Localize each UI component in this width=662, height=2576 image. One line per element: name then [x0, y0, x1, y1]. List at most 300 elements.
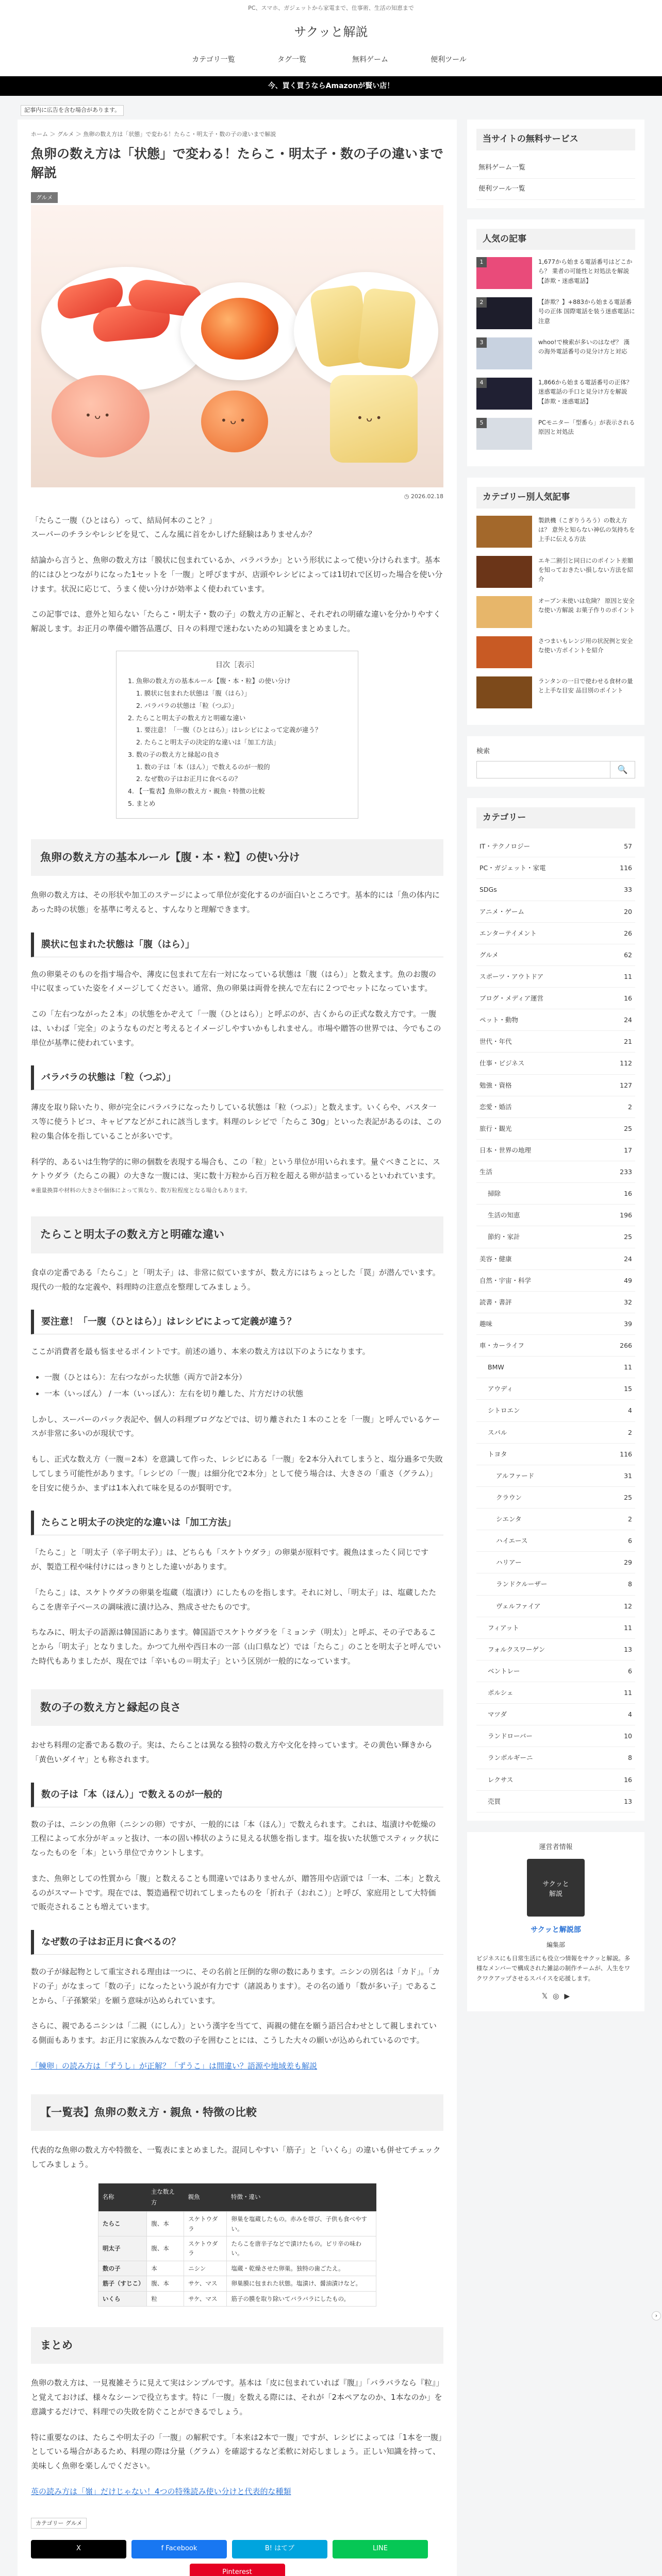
categories-widget: [467, 798, 644, 1821]
article-lead: [31, 514, 443, 636]
category-item[interactable]: [476, 836, 635, 857]
table-cell: ニシン: [184, 2261, 227, 2276]
notice-bar[interactable]: 今、買く買うならAmazonが賢い店！: [0, 76, 662, 96]
post-title[interactable]: 1,677から始まる電話番号はどこから？ 業者の可能性と対処法を解説【詐欺・迷惑電話】: [538, 258, 633, 284]
related-article-link[interactable]: 「鰊卵」の読み方は「ずうし」が正解？「ずうこ」は間違い？語源や地域差も解説: [31, 2061, 318, 2071]
category-item[interactable]: [476, 1725, 635, 1747]
post-title[interactable]: さつまいもレンジ用の状況例と安全な使い方ポイントを紹介: [538, 637, 633, 654]
category-name[interactable]: グルメ: [479, 951, 499, 959]
paragraph: 科学的、あるいは生物学的に卵の個数を表現する場合も、この「粒」という単位が用いられます。量ぐべきことに、スケトウダラ（たらこの親）の大きな一腹には、実に数十万粒から百万粒を超える卵が詰まっているといわれています。: [31, 1157, 440, 1181]
popular-posts-widget: [467, 219, 644, 467]
kazunoko-character-face: • ᴗ •: [357, 412, 382, 425]
table-header-cell: 名称: [98, 2183, 147, 2212]
post-thumbnail[interactable]: [476, 516, 532, 548]
share-buttons: [31, 2540, 443, 2558]
category-count: 33: [624, 886, 632, 894]
category-count: 26: [624, 929, 632, 937]
post-thumbnail[interactable]: [476, 676, 532, 708]
category-name[interactable]: 自然・宇宙・科学: [479, 1276, 532, 1284]
category-name[interactable]: エンターテイメント: [479, 929, 537, 937]
category-item[interactable]: [476, 988, 635, 1009]
subheading-2-2: たらこと明太子の決定的な違いは「加工方法」: [31, 1511, 443, 1535]
table-row: [98, 2236, 376, 2261]
category-name[interactable]: シエンタ: [496, 1515, 522, 1523]
toc-item[interactable]: 2. バラバラの状態は「粒（つぶ）」: [136, 701, 238, 709]
category-count: 233: [620, 1168, 632, 1176]
table-row: [98, 2261, 376, 2276]
category-name[interactable]: 節約・家計: [488, 1233, 520, 1241]
related-article-link[interactable]: 英の読み方は「嶺」だけじゃない！4つの特殊読み使い分けと代表的な種類: [31, 2486, 291, 2496]
category-count: 25: [624, 1124, 632, 1132]
eyecatch-image: [31, 205, 443, 487]
rank-number: 3: [476, 337, 487, 348]
rank-number: 5: [476, 418, 487, 428]
lead-paragraph-3: この記事では、意外と知らない「たらこ・明太子・数の子」の数え方の正解と、それぞれの明確な違いを分かりやすく解説します。お正月の準備や贈答品選び、日々の料理で迷わないための知識をまとめました。: [31, 609, 441, 634]
category-name[interactable]: フィアット: [488, 1623, 519, 1632]
category-count: 13: [624, 1797, 632, 1805]
breadcrumb[interactable]: ホーム ＞ グルメ ＞ 魚卵の数え方は「状態」で変わる！たらこ・明太子・数の子の違いまで解説: [31, 131, 276, 138]
share-facebook-button[interactable]: f Facebook: [131, 2540, 227, 2558]
paragraph: 特に重要なのは、たらこや明太子の「一腹」の解釈です。「本来は2本で一腹」ですが、レシピによっては「1本を一腹」としている場合があるため、料理の際は分量（グラム）を確認するなど柔軟に対応しましょう。正しい知識を持って、美味しく魚卵を楽しんでください。: [31, 2432, 442, 2471]
table-row: [98, 2212, 376, 2236]
table-cell: 腹、本: [147, 2236, 184, 2261]
table-cell: 卵巣膜に包まれた状態。塩漬け、醤油漬けなど。: [227, 2276, 376, 2291]
paragraph: 「たらこ」は、スケトウダラの卵巣を塩蔵（塩漬け）にしたものを指します。それに対し、「明太子」は、塩蔵したたらこを唐辛子ベースの調味液に漬け込み、熟成させたものです。: [31, 1587, 437, 1612]
list-item: • 一本（いっぽん） / 一本（いっぽん）：左右を切り離した、片方だけの状態: [44, 1387, 443, 1401]
rank-number: 1: [476, 257, 487, 267]
section-heading-2: たらこと明太子の数え方と明確な違い: [31, 1216, 443, 1253]
list-item: • 一腹（ひとはら）：左右つながった状態（両方で計2本分）: [44, 1370, 443, 1385]
section-heading-4: 【一覧表】魚卵の数え方・親魚・特徴の比較: [31, 2094, 443, 2131]
category-item[interactable]: [476, 1660, 635, 1682]
category-count: 13: [624, 1645, 632, 1653]
paragraph: 数の子は、ニシンの魚卵（ニシンの卵）ですが、一般的には「本（ほん）」で数えられます。これは、塩漬けや乾燥の工程によって水分がギュッと抜け、一本の固い棒状のように見える状態を指します。塩を抜いた状態でスティック状になったものを「本」という単位でカウントします。: [31, 1819, 439, 1858]
ikura-character-face: • ᴗ •: [221, 414, 246, 427]
post-title[interactable]: 【詐欺？】+883から始まる電話番号の正体 国際電話を装う迷惑電話に注意: [538, 298, 635, 325]
category-item[interactable]: [476, 1226, 635, 1248]
toc-item[interactable]: 5. まとめ: [128, 799, 156, 807]
post-title[interactable]: オーブン未使いは危険？ 原因と安全な使い方解説 お菓子作りのポイント: [538, 597, 635, 614]
lead-paragraph-1: 「たらこ一腹（ひとはら）って、結局何本のこと？」 スーパーのチラシやレシピを見て、こんな風に首をかしげた経験はありませんか？: [31, 515, 316, 539]
table-cell: 明太子: [98, 2236, 147, 2261]
count-definition-list: [44, 1370, 443, 1401]
category-count: 6: [628, 1667, 632, 1675]
table-cell: 腹、本: [147, 2276, 184, 2291]
toc-item[interactable]: 2. たらこと明太子の決定的な違いは「加工方法」: [136, 738, 280, 747]
category-name[interactable]: アウディ: [488, 1385, 514, 1393]
category-count: 29: [624, 1558, 632, 1567]
toc-item[interactable]: 1. 膜状に包まれた状態は「腹（はら）」: [136, 689, 251, 698]
nav-item-categories[interactable]: カテゴリ一覧: [192, 56, 235, 64]
category-item[interactable]: [476, 1530, 635, 1552]
paragraph: 魚卵の数え方は、一見複雑そうに見えて実はシンプルです。基本は「皮に包まれていれば『腹』」「バラバラなら『粒』」と覚えておけば、様々なシーンで役立ちます。特に「一腹」を数える際には、それが「2本ペアなのか、1本なのか」を意識するだけで、料理での失敗を防ぐことができるでしょう。: [31, 2378, 442, 2416]
category-item[interactable]: [476, 1270, 635, 1292]
section-1-intro: 魚卵の数え方は、その形状や加工のステージによって単位が変化するのが面白いところです。基本的には「魚の体内にあった時の状態」を基準に考えると、すんなりと理解できます。: [31, 890, 440, 914]
category-count: 116: [620, 1450, 632, 1458]
share-x-button[interactable]: X: [31, 2540, 126, 2558]
tarako-character-face: • ᴗ •: [85, 409, 110, 422]
category-count: 11: [624, 1363, 632, 1371]
table-cell: サケ、マス: [184, 2291, 227, 2306]
category-name[interactable]: スポーツ・アウトドア: [479, 972, 544, 980]
category-count: 6: [628, 1537, 632, 1545]
category-item[interactable]: [476, 1335, 635, 1357]
paragraph: 魚の卵巣そのものを指す場合や、薄皮に包まれて左右一対になっている状態は「腹（はら）」と数えます。魚のお腹の中に収まっていた姿をイメージしてください。通常、魚の卵巣は両骨を挟んで左右に２つでセットになっています。: [31, 969, 437, 993]
category-item[interactable]: [476, 1140, 635, 1161]
profile-socials: [476, 1990, 635, 2004]
toc-title[interactable]: 目次［表示］: [216, 660, 259, 669]
category-count: 2: [628, 1103, 632, 1111]
widget-title: カテゴリー別人気記事: [476, 487, 635, 509]
category-name[interactable]: ブログ・メディア運営: [479, 994, 544, 1003]
toc-item[interactable]: 1. 数の子は「本（ほん）」で数えるのが一般的: [136, 762, 270, 771]
category-item[interactable]: [476, 1487, 635, 1509]
category-item[interactable]: [476, 1444, 635, 1465]
search-label: 検索: [476, 747, 490, 755]
profile-name[interactable]: サクッと解説部: [531, 1925, 581, 1934]
subheading-1-2: バラバラの状態は「粒（つぶ）」: [31, 1065, 443, 1090]
category-name[interactable]: 売買: [488, 1797, 501, 1805]
table-body: [98, 2212, 376, 2307]
post-title[interactable]: エキ二割引と同日にのポイント差額を知っておきたい損しない方法を紹介: [538, 556, 633, 583]
ad-disclosure: 記事内に広告を含む場合があります。: [21, 105, 124, 116]
category-count: 15: [624, 1385, 632, 1393]
table-cell: 塩蔵・乾燥させた卵巣。独特の歯ごたえ。: [227, 2261, 376, 2276]
category-item[interactable]: [476, 1161, 635, 1183]
paragraph: また、魚卵としての性質から「腹」と数えることも間違いではありませんが、贈答用や店頭では「一本、二本」と数えるのがスマートです。現在では、製造過程で切れてしまったものを「折れ子（おれこ）」と呼び、家庭用として大特価で販売されることも増えています。: [31, 1873, 441, 1912]
category-name[interactable]: 勉強・資格: [479, 1081, 512, 1089]
post-title[interactable]: 1,866から始まる電話番号の正体？ 迷惑電話の手口と見分け方を解説【詐欺・迷惑電話】: [538, 379, 633, 405]
profile-heading: 運営者情報: [539, 1843, 573, 1851]
post-title[interactable]: whoo!で検索が多いのはなぜ？ 漢の海外電話番号の見分け方と対応: [538, 338, 630, 355]
post-thumbnail[interactable]: [476, 636, 532, 668]
category-item[interactable]: [476, 857, 635, 879]
profile-widget: [467, 1832, 644, 2012]
category-item[interactable]: [476, 1292, 635, 1313]
category-popular-item[interactable]: [476, 556, 635, 588]
paragraph: ちなみに、明太子の語源は韓国語にあります。韓国語でスケトウダラを「ミョンテ（明太）」と呼ぶ、その子であることから「明太子」となりました。かつて九州や西日本の一部（山口県など）では「たらこ」のことを明太子と呼んでいた時代もありましたが、現在では「辛いもの＝明太子」という区別が一般的になっています。: [31, 1628, 441, 1666]
post-thumbnail[interactable]: [476, 418, 532, 450]
category-item[interactable]: [476, 1552, 635, 1573]
category-count: 32: [624, 1298, 632, 1306]
category-count: 8: [628, 1580, 632, 1588]
toc-item[interactable]: 1. 要注意！「一腹（ひとはら）」はレシピによって定義が違う？: [136, 726, 322, 734]
section-heading-1: 魚卵の数え方の基本ルール【腹・本・粒】の使い分け: [31, 839, 443, 876]
nav-item-free-games[interactable]: 無料ゲーム: [352, 56, 388, 64]
content-wrap: [0, 96, 662, 2576]
table-header-cell: 主な数え方: [147, 2183, 184, 2212]
subheading-3-2: なぜ数の子はお正月に食べるの？: [31, 1930, 443, 1955]
category-item[interactable]: [476, 1075, 635, 1096]
search-input[interactable]: [476, 761, 610, 778]
search-button[interactable]: 🔍: [610, 761, 635, 778]
category-popular-item[interactable]: [476, 636, 635, 668]
publish-date: ◷ 2026.02.18: [404, 493, 443, 500]
table-cell: 腹、本: [147, 2212, 184, 2236]
paragraph: しかし、スーパーのパック表記や、個人の料理ブログなどでは、切り離された１本のことを「一腹」と呼んでいるケースが非常に多いのが現状です。: [31, 1414, 440, 1438]
search-widget: [467, 736, 644, 787]
post-thumbnail[interactable]: [476, 596, 532, 628]
post-title[interactable]: ランタンの一日で使わせる食材の量と上手な目安 品目別のポイント: [538, 677, 633, 694]
category-name[interactable]: スバル: [488, 1428, 507, 1436]
category-count: 12: [624, 1602, 632, 1610]
table-header-cell: 特徴・違い: [227, 2183, 376, 2212]
category-name[interactable]: 美容・健康: [479, 1255, 512, 1263]
post-thumbnail[interactable]: [476, 556, 532, 588]
category-item[interactable]: [476, 1422, 635, 1444]
youtube-icon[interactable]: ▶: [564, 1992, 570, 2001]
widget-title: 当サイトの無料サービス: [476, 129, 635, 150]
category-name[interactable]: PC・ガジェット・家電: [479, 864, 546, 872]
category-item[interactable]: [476, 1400, 635, 1421]
scroll-arrow-icon[interactable]: ›: [652, 2311, 661, 2320]
category-count: 10: [624, 1732, 632, 1740]
category-count: 2: [628, 1515, 632, 1523]
share-hatena-button[interactable]: B! はてブ: [232, 2540, 327, 2558]
category-count: 62: [624, 951, 632, 959]
rank-number: 2: [476, 297, 487, 308]
tools-link[interactable]: 便利ツール一覧: [476, 179, 635, 200]
category-count: 116: [620, 864, 632, 872]
category-count: 8: [628, 1754, 632, 1762]
category-count: 16: [624, 1190, 632, 1198]
sidebar: [467, 120, 644, 2023]
table-cell: 筋子の膜を取り除いてバラバラにしたもの。: [227, 2291, 376, 2306]
category-name[interactable]: クラウン: [496, 1493, 522, 1501]
lead-paragraph-2: 結論から言うと、魚卵の数え方は「膜状に包まれているか、バラバラか」という形状によって使い分けられます。基本的にはひとつながりになった1セットを「一腹」と呼びますが、店頭やレシピによっては1切れで区切った場合を使い分けます。状況に応じて、うまく使い分けが効率よく使われています。: [31, 555, 443, 594]
post-title[interactable]: PCモニター「型番ら」が表示される原因と対処法: [538, 419, 635, 436]
category-name[interactable]: マツダ: [488, 1710, 507, 1719]
category-count: 11: [624, 1689, 632, 1697]
share-line-button[interactable]: LINE: [333, 2540, 428, 2558]
profile-role: 編集部: [546, 1941, 565, 1948]
category-count: 4: [628, 1406, 632, 1415]
category-name[interactable]: アニメ・ゲーム: [479, 907, 524, 916]
category-name[interactable]: トヨタ: [488, 1450, 507, 1458]
category-item[interactable]: [476, 1596, 635, 1617]
subheading-2-1: 要注意！「一腹（ひとはら）」はレシピによって定義が違う？: [31, 1310, 443, 1334]
category-count: 21: [624, 1038, 632, 1046]
category-name[interactable]: ランドローバー: [488, 1732, 533, 1740]
toc-item[interactable]: 4. 【一覧表】魚卵の数え方・親魚・特徴の比較: [128, 787, 265, 795]
paragraph: 「たらこ」と「明太子（辛子明太子）」は、どちらも「スケトウダラ」の卵巣が原料です。親魚はまったく同じですが、製造工程や味付けにはっきりとした違いがあります。: [31, 1548, 429, 1572]
category-count: 24: [624, 1255, 632, 1263]
category-name[interactable]: 世代・年代: [479, 1038, 512, 1046]
category-name[interactable]: 生活: [479, 1168, 493, 1176]
category-tag[interactable]: グルメ: [31, 192, 58, 204]
table-header-cell: 親魚: [184, 2183, 227, 2212]
category-item[interactable]: [476, 1747, 635, 1769]
category-count: 39: [624, 1319, 632, 1328]
profile-logo: サクッと 解説: [527, 1859, 585, 1917]
site-title[interactable]: サクッと解説: [294, 25, 368, 39]
post-thumbnail[interactable]: [476, 257, 532, 289]
category-name[interactable]: 日本・世界の地理: [479, 1146, 532, 1154]
category-count: 49: [624, 1276, 632, 1284]
popular-post-item[interactable]: [476, 257, 635, 289]
post-thumbnail[interactable]: [476, 337, 532, 369]
category-count: 2: [628, 1428, 632, 1436]
category-item[interactable]: [476, 1378, 635, 1400]
category-popular-item[interactable]: [476, 676, 635, 708]
table-cell: スケトウダラ: [184, 2212, 227, 2236]
category-name[interactable]: アルファード: [496, 1471, 535, 1480]
comparison-table: [98, 2183, 376, 2307]
category-name[interactable]: 旅行・観光: [479, 1124, 512, 1132]
category-name[interactable]: 恋愛・婚活: [479, 1103, 512, 1111]
table-header-row: [98, 2183, 376, 2212]
category-name[interactable]: ハイエース: [496, 1537, 528, 1545]
category-popular-item[interactable]: [476, 596, 635, 628]
category-count: 17: [624, 1146, 632, 1154]
category-item[interactable]: [476, 1096, 635, 1118]
category-item[interactable]: [476, 1769, 635, 1791]
global-nav: [0, 46, 662, 76]
section-3-intro: おせち料理の定番である数の子。実は、たらことは異なる独特の数え方や文化を持っています。その黄色い輝きから「黄色いダイヤ」とも称されます。: [31, 1740, 433, 1764]
post-thumbnail[interactable]: [476, 297, 532, 329]
table-cell: 本: [147, 2261, 184, 2276]
category-item[interactable]: [476, 1205, 635, 1226]
category-name[interactable]: ベントレー: [488, 1667, 520, 1675]
category-count: 16: [624, 1775, 632, 1784]
category-name[interactable]: 読書・書評: [479, 1298, 512, 1306]
free-games-link[interactable]: 無料ゲーム一覧: [476, 158, 635, 179]
category-name[interactable]: フォルクスワーゲン: [488, 1645, 545, 1653]
nav-item-tags[interactable]: タグ一覧: [277, 56, 306, 64]
category-count: 112: [620, 1059, 632, 1067]
category-name[interactable]: シトロエン: [488, 1406, 520, 1415]
category-count: 20: [624, 907, 632, 916]
table-cell: たらこ: [98, 2212, 147, 2236]
category-item[interactable]: [476, 1465, 635, 1487]
category-name[interactable]: レクサス: [488, 1775, 514, 1784]
category-name[interactable]: ポルシェ: [488, 1689, 514, 1697]
toc-item[interactable]: 2. なぜ数の子はお正月に食べるの？: [136, 775, 241, 783]
category-name[interactable]: BMW: [488, 1363, 504, 1371]
x-icon[interactable]: 𝕏: [541, 1992, 548, 2001]
bottom-category-link[interactable]: カテゴリー グルメ: [31, 2518, 87, 2529]
paragraph: 数の子が縁起物として重宝される理由は一つに、その名前と圧倒的な卵の数にあります。ニシンの別名は「カド」。「カドの子」がなまって「数の子」になったという説が有力です（諸説あります）。その名の通り「数が多い子」であることから、「子孫繁栄」を願う意味が込められています。: [31, 1967, 440, 2005]
table-of-contents: [116, 651, 358, 819]
popular-post-item[interactable]: [476, 378, 635, 410]
category-item[interactable]: [476, 1053, 635, 1074]
category-item[interactable]: [476, 1313, 635, 1335]
paragraph: 薄皮を取り除いたり、卵が完全にバラバラになったりしている状態は「粒（つぶ）」と数えます。いくらや、バスタ一ス等に使うトビコ、キャビアなどがこれに該当します。料理のレシピで「たらこ 30g」といった表記があるのは、この粒の集合体を指していることが多いです。: [31, 1103, 442, 1141]
section-4-intro: 代表的な魚卵の数え方や特徴を、一覧表にまとめました。混同しやすい「筋子」と「いくら」の違いも併せてチェックしてみましょう。: [31, 2145, 441, 2169]
category-count: 4: [628, 1710, 632, 1719]
category-item[interactable]: [476, 966, 635, 988]
category-item[interactable]: [476, 901, 635, 923]
category-item[interactable]: [476, 879, 635, 901]
widget-title: カテゴリー: [476, 807, 635, 829]
category-popular-item[interactable]: [476, 516, 635, 548]
table-cell: 筋子（すじこ）: [98, 2276, 147, 2291]
category-item[interactable]: [476, 1617, 635, 1639]
category-name[interactable]: ヴェルファイア: [496, 1602, 541, 1610]
category-count: 31: [624, 1471, 632, 1480]
category-item[interactable]: [476, 1509, 635, 1530]
toc-list: [128, 675, 346, 809]
post-thumbnail[interactable]: [476, 378, 532, 410]
category-name[interactable]: 趣味: [479, 1319, 493, 1328]
category-item[interactable]: [476, 1357, 635, 1378]
category-item[interactable]: [476, 1248, 635, 1270]
category-name[interactable]: SDGs: [479, 886, 497, 894]
category-count: 196: [620, 1211, 632, 1219]
category-item[interactable]: [476, 1682, 635, 1704]
toc-item[interactable]: 1. 魚卵の数え方の基本ルール【腹・本・粒】の使い分け: [128, 677, 291, 685]
toc-item[interactable]: 3. 数の子の数え方と縁起の良さ: [128, 750, 220, 758]
table-cell: たらこを唐辛子などで漬けたもの。ピリ辛の味わい。: [227, 2236, 376, 2261]
category-name[interactable]: ペット・動物: [479, 1016, 519, 1024]
free-services-widget: [467, 120, 644, 208]
share-pinterest-button[interactable]: Pinterest: [190, 2564, 285, 2576]
nav-item-tools[interactable]: 便利ツール: [431, 56, 467, 64]
category-count: 25: [624, 1233, 632, 1241]
category-item[interactable]: [476, 944, 635, 966]
popular-post-item[interactable]: [476, 418, 635, 450]
category-item[interactable]: [476, 1573, 635, 1595]
category-count: 16: [624, 994, 632, 1003]
category-list: [476, 836, 635, 1812]
category-name[interactable]: ランドクルーザー: [496, 1580, 548, 1588]
category-count: 57: [624, 842, 632, 851]
category-name[interactable]: 生活の知恵: [488, 1211, 520, 1219]
category-count: 266: [620, 1342, 632, 1350]
table-cell: 卵巣を塩蔵したもの。赤みを帯び、子供も食べやすい。: [227, 2212, 376, 2236]
category-item[interactable]: [476, 1791, 635, 1812]
paragraph: さらに、親であるニシンは「二親（にしん）」という漢字を当てて、両親の健在を願う語呂合わせとして親しまれている側面もあります。お正月に家族みんなで数の子を囲むことには、こうした大々の願いが込められているのです。: [31, 2021, 437, 2045]
instagram-icon[interactable]: ◎: [553, 1992, 559, 2001]
subheading-1-1: 膜状に包まれた状態は「腹（はら）」: [31, 933, 443, 957]
widget-title: 人気の記事: [476, 229, 635, 250]
category-name[interactable]: ハリアー: [496, 1558, 522, 1567]
post-title[interactable]: 製鉄機（こぎりうろう）の数え方は？ 意外と知らない神仏の気持ちを上手に伝える方法: [538, 516, 635, 543]
section-heading-3: 数の子の数え方と縁起の良さ: [31, 1689, 443, 1726]
footnote: ※重量換算や材料の大きさや個体によって異なり、数万粒程度となる場合もあります。: [31, 1187, 251, 1194]
table-row: [98, 2291, 376, 2306]
category-item[interactable]: [476, 1639, 635, 1660]
table-cell: いくら: [98, 2291, 147, 2306]
table-cell: 数の子: [98, 2261, 147, 2276]
category-name[interactable]: 車・カーライフ: [479, 1342, 524, 1350]
category-item[interactable]: [476, 1704, 635, 1725]
paragraph: この「左右つながった２本」の状態をかぞえて「一腹（ひとはら）」と呼ぶのが、古くからの正式な数え方です。一腹は、いわば「完全」のようなものだと考えるとイメージしやすいかもしれません。市場や贈答の世界では、今でもこの単位が基準に使われています。: [31, 1009, 441, 1047]
section-2-intro: 食卓の定番である「たらこ」と「明太子」は、非常に似ていますが、数え方にはちょっとした「罠」が潜んでいます。現代の一般的な定義や、料理時の注意点を整理してみましょう。: [31, 1267, 440, 1292]
category-count: 127: [620, 1081, 632, 1089]
popular-post-item[interactable]: [476, 297, 635, 329]
category-count: 24: [624, 1016, 632, 1024]
ikura-pile: [201, 298, 278, 360]
category-item[interactable]: [476, 923, 635, 944]
category-item[interactable]: [476, 1009, 635, 1031]
category-name[interactable]: ランボルギーニ: [488, 1754, 533, 1762]
category-name[interactable]: IT・テクノロジー: [479, 842, 531, 851]
category-item[interactable]: [476, 1183, 635, 1205]
paragraph: ここが消費者を最も悩ませるポイントです。前述の通り、本来の数え方は以下のようになります。: [31, 1347, 370, 1357]
kazunoko-2: [357, 287, 416, 370]
category-item[interactable]: [476, 1118, 635, 1140]
profile-description: ビジネスにも日常生活にも役立つ情報をサクッと解説。多様なメンバーで構成された雑誌の制作チームが、人生をワクワクアップさせるスパイスを応援します。: [476, 1954, 631, 1982]
popular-post-item[interactable]: [476, 337, 635, 369]
site-tagline: PC、スマホ、ガジェットから家電まで、仕事術、生活の知恵まで: [248, 5, 414, 11]
category-name[interactable]: 仕事・ビジネス: [479, 1059, 525, 1067]
rank-number: 4: [476, 378, 487, 388]
category-name[interactable]: 掃除: [488, 1190, 501, 1198]
category-item[interactable]: [476, 1031, 635, 1053]
category-count: 11: [624, 1623, 632, 1632]
toc-item[interactable]: 2. たらこと明太子の数え方と明確な違い: [128, 714, 246, 722]
